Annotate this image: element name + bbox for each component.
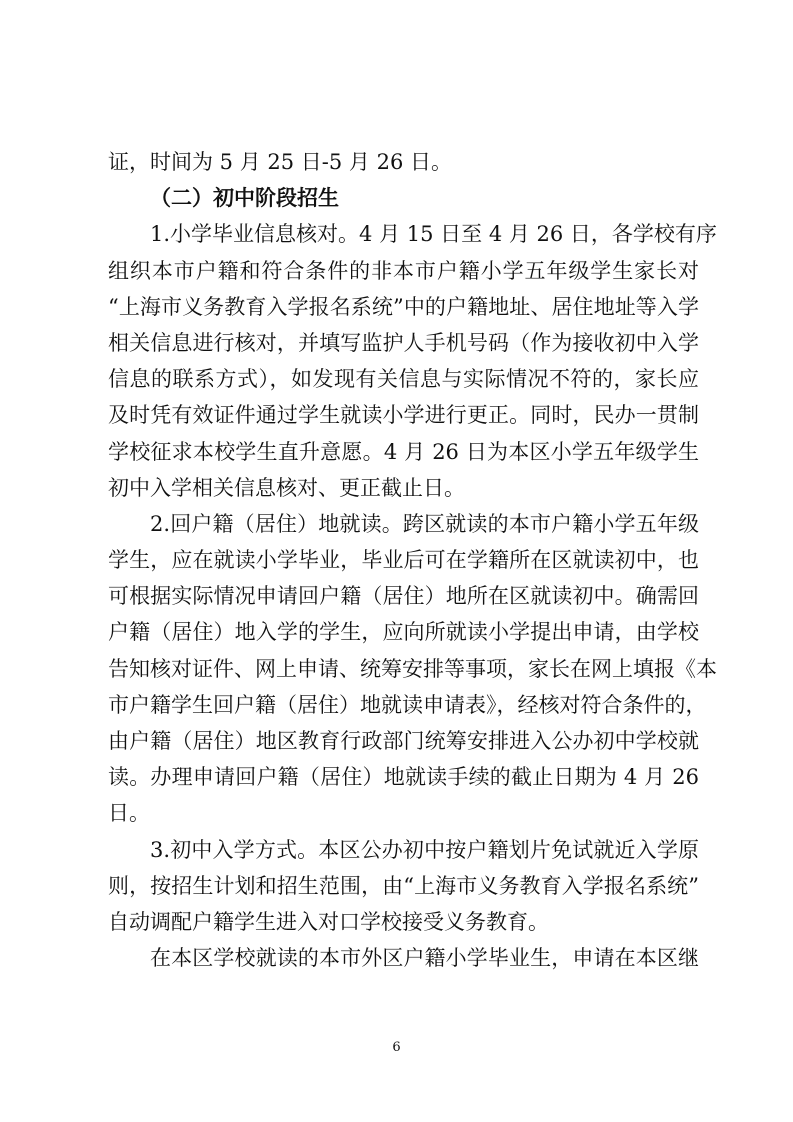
text-line: 自动调配户籍学生进入对口学校接受义务教育。: [108, 909, 549, 934]
text-line: 市户籍学生回户籍（居住）地就读申请表》，经核对符合条件的，: [108, 692, 707, 717]
page-number: 6: [392, 1040, 401, 1055]
text-line: 1.小学毕业信息核对。4 月 15 日至 4 月 26 日，各学校有序: [150, 222, 717, 247]
text-line: 信息的联系方式），如发现有关信息与实际情况不符的，家长应: [108, 367, 699, 392]
text-line: 组织本市户籍和符合条件的非本市户籍小学五年级学生家长对: [108, 258, 699, 283]
text-line: 证，时间为 5 月 25 日-5 月 26 日。: [108, 150, 452, 174]
text-line: 初中入学相关信息核对、更正截止日。: [108, 475, 465, 500]
text-line: 2.回户籍（居住）地就读。跨区就读的本市户籍小学五年级: [150, 511, 699, 536]
text-line: 相关信息进行核对，并填写监护人手机号码（作为接收初中入学: [108, 330, 699, 355]
text-line: 则，按招生计划和招生范围，由“上海市义务教育入学报名系统”: [108, 873, 699, 898]
text-line: 可根据实际情况申请回户籍（居住）地所在区就读初中。确需回: [108, 584, 699, 609]
section-heading: （二）初中阶段招生: [150, 185, 339, 211]
text-line: 日。: [108, 801, 150, 826]
text-line: 读。办理申请回户籍（居住）地就读手续的截止日期为 4 月 26: [108, 765, 699, 790]
document-body: [108, 144, 717, 976]
text-line: 3.初中入学方式。本区公办初中按户籍划片免试就近入学原: [150, 837, 699, 862]
text-line: 在本区学校就读的本市外区户籍小学毕业生，申请在本区继: [150, 946, 699, 971]
text-line: 学校征求本校学生直升意愿。4 月 26 日为本区小学五年级学生: [108, 439, 699, 464]
text-line: “上海市义务教育入学报名系统”中的户籍地址、居住地址等入学: [108, 294, 699, 319]
text-line: 及时凭有效证件通过学生就读小学进行更正。同时，民办一贯制: [108, 403, 699, 428]
text-line: 学生，应在就读小学毕业，毕业后可在学籍所在区就读初中，也: [108, 548, 699, 573]
text-line: 告知核对证件、网上申请、统筹安排等事项，家长在网上填报《本: [108, 656, 717, 681]
text-line: 户籍（居住）地入学的学生，应向所就读小学提出申请，由学校: [108, 620, 699, 645]
text-line: 由户籍（居住）地区教育行政部门统筹安排进入公办初中学校就: [108, 729, 699, 753]
